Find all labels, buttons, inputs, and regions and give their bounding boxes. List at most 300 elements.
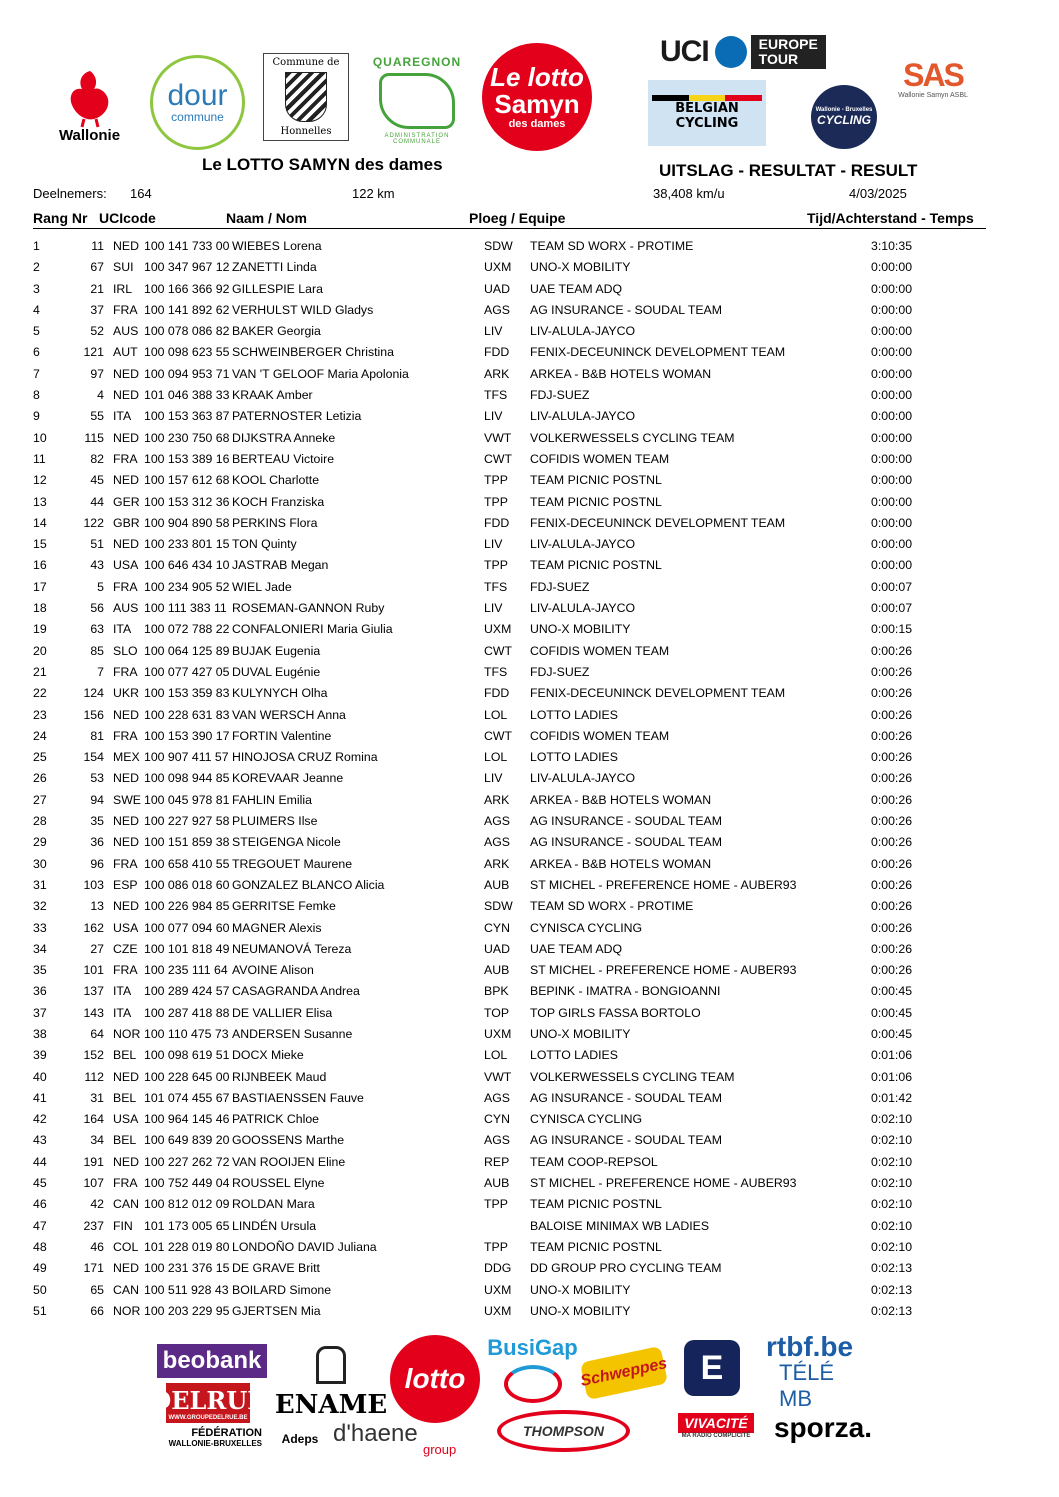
sporza-logo: sporza. (773, 1412, 873, 1443)
team-name-cell: LIV-ALULA-JAYCO (530, 537, 636, 552)
time-cell: 0:02:10 (871, 1133, 913, 1148)
team-name-cell: AG INSURANCE - SOUDAL TEAM (530, 1090, 723, 1105)
team-name-cell: FDJ-SUEZ (530, 664, 590, 679)
table-row (0, 257, 1059, 278)
bib-number-cell: 42 (90, 1197, 104, 1212)
belgian-cycling-line2: CYCLING (675, 116, 739, 131)
rider-name-cell: KOREVAAR Jeanne (232, 771, 344, 786)
bib-number-cell: 56 (90, 601, 104, 616)
team-code-cell: CYN (484, 920, 510, 935)
team-name-cell: LIV-ALULA-JAYCO (530, 771, 636, 786)
team-name-cell: COFIDIS WOMEN TEAM (530, 728, 670, 743)
rider-name-cell: KULYNYCH Olha (232, 686, 328, 701)
uci-code-cell: 100 511 928 43 (144, 1282, 229, 1297)
table-row (0, 1088, 1059, 1109)
team-code-cell: AUB (484, 963, 510, 978)
europe-tour-badge (751, 35, 826, 69)
nationality-cell: NED (113, 707, 139, 722)
lotto-samyn-logo-line2: Samyn (494, 89, 580, 119)
uci-code-cell: 100 646 434 10 (144, 558, 230, 573)
table-row (0, 449, 1059, 470)
rider-name-cell: CASAGRANDA Andrea (232, 984, 360, 999)
rider-name-cell: GERRITSE Femke (232, 899, 336, 914)
abbey-icon (316, 1346, 346, 1384)
uci-code-cell: 100 166 366 92 (144, 281, 230, 296)
uci-europe-tour-logo (660, 33, 853, 71)
nationality-cell: ITA (113, 409, 132, 424)
table-row (0, 300, 1059, 321)
table-row (0, 896, 1059, 917)
time-cell: 0:00:26 (871, 899, 913, 914)
dour-logo-sub: commune (171, 109, 224, 124)
team-code-cell: AGS (484, 1090, 510, 1105)
team-name-cell: FENIX-DECEUNINCK DEVELOPMENT TEAM (530, 686, 786, 701)
schweppes-logo: Schweppes (580, 1346, 668, 1400)
rider-name-cell: VAN 'T GELOOF Maria Apolonia (232, 366, 409, 381)
team-name-cell: AG INSURANCE - SOUDAL TEAM (530, 1133, 723, 1148)
bib-number-cell: 124 (83, 686, 104, 701)
table-row (0, 513, 1059, 534)
rank-cell: 46 (33, 1197, 47, 1212)
column-rank-nr: Rang Nr (33, 210, 88, 226)
rider-name-cell: CONFALONIERI Maria Giulia (232, 622, 393, 637)
rider-name-cell: DE VALLIER Elisa (232, 1005, 333, 1020)
bib-number-cell: 51 (90, 537, 104, 552)
team-code-cell: LOL (484, 707, 508, 722)
table-row (0, 854, 1059, 875)
time-cell: 0:02:10 (871, 1112, 913, 1127)
belgian-cycling-line1: BELGIAN (675, 101, 739, 116)
rank-cell: 24 (33, 728, 47, 743)
rider-name-cell: DE GRAVE Britt (232, 1261, 320, 1276)
team-code-cell: AUB (484, 1176, 510, 1191)
nationality-cell: BEL (113, 1133, 137, 1148)
table-row (0, 1024, 1059, 1045)
lotto-samyn-logo-line3: des dames (508, 118, 566, 130)
rank-cell: 50 (33, 1282, 47, 1297)
team-name-cell: UAE TEAM ADQ (530, 281, 623, 296)
rider-name-cell: PERKINS Flora (232, 515, 318, 530)
time-cell: 0:02:10 (871, 1218, 913, 1233)
team-code-cell: UXM (484, 1282, 512, 1297)
rank-cell: 31 (33, 877, 47, 892)
lotto-logo: lotto (390, 1335, 480, 1423)
rank-cell: 7 (33, 366, 40, 381)
delrue-logo-url: WWW.GROUPEDELRUE.BE (168, 1414, 248, 1421)
team-code-cell: LIV (484, 409, 503, 424)
rank-cell: 9 (33, 409, 40, 424)
team-name-cell: ST MICHEL - PREFERENCE HOME - AUBER93 (530, 1176, 797, 1191)
team-code-cell: CWT (484, 643, 512, 658)
team-name-cell: VOLKERWESSELS CYCLING TEAM (530, 1069, 735, 1084)
team-code-cell: AGS (484, 302, 510, 317)
uci-code-cell: 100 098 944 85 (144, 771, 230, 786)
team-name-cell: FDJ-SUEZ (530, 579, 590, 594)
rider-name-cell: GOOSSENS Marthe (232, 1133, 345, 1148)
table-row (0, 1280, 1059, 1301)
team-name-cell: TEAM SD WORX - PROTIME (530, 899, 694, 914)
column-uci-code: UCIcode (99, 210, 156, 226)
sas-logo (887, 48, 979, 108)
time-cell: 3:10:35 (871, 239, 913, 253)
uci-code-cell: 101 074 455 67 (144, 1090, 230, 1105)
time-cell: 0:00:26 (871, 707, 913, 722)
rank-cell: 27 (33, 792, 47, 807)
team-code-cell: AGS (484, 814, 510, 829)
rank-cell: 39 (33, 1048, 47, 1063)
time-cell: 0:00:26 (871, 643, 913, 658)
uci-code-cell: 100 230 750 68 (144, 430, 230, 445)
bib-number-cell: 63 (90, 622, 104, 637)
results-table-body (0, 236, 1059, 1322)
wb-cycling-logo (811, 85, 877, 149)
bib-number-cell: 67 (90, 260, 104, 275)
time-cell: 0:00:00 (871, 366, 913, 381)
table-row (0, 790, 1059, 811)
belgian-cycling-logo (648, 80, 766, 146)
sas-logo-text: SAS (903, 56, 963, 93)
time-cell: 0:01:06 (871, 1069, 913, 1084)
dhaene-logo-sub: group (423, 1441, 457, 1457)
time-cell: 0:00:00 (871, 473, 913, 488)
time-cell: 0:00:26 (871, 771, 913, 786)
rider-name-cell: FORTIN Valentine (232, 728, 332, 743)
bib-number-cell: 171 (83, 1261, 104, 1276)
rider-name-cell: DUVAL Eugénie (232, 664, 321, 679)
rank-cell: 17 (33, 579, 47, 594)
time-cell: 0:00:00 (871, 388, 913, 403)
bib-number-cell: 21 (90, 281, 104, 296)
nationality-cell: ITA (113, 984, 132, 999)
team-code-cell: CWT (484, 451, 512, 466)
uci-code-cell: 100 203 229 95 (144, 1303, 230, 1318)
time-cell: 0:00:26 (871, 941, 913, 956)
table-row (0, 747, 1059, 768)
nationality-cell: GER (113, 494, 140, 509)
rank-cell: 49 (33, 1261, 47, 1276)
rider-name-cell: VAN ROOIJEN Eline (232, 1154, 346, 1169)
rider-name-cell: PLUIMERS Ilse (232, 814, 318, 829)
uci-code-cell: 100 045 978 81 (144, 792, 230, 807)
nationality-cell: COL (113, 1239, 139, 1254)
table-row (0, 1109, 1059, 1130)
time-cell: 0:00:00 (871, 430, 913, 445)
race-distance: 122 km (352, 186, 395, 201)
table-row (0, 1152, 1059, 1173)
race-date: 4/03/2025 (849, 186, 907, 201)
time-cell: 0:00:00 (871, 494, 913, 509)
rank-cell: 30 (33, 856, 47, 871)
nationality-cell: CAN (113, 1282, 139, 1297)
time-cell: 0:00:26 (871, 814, 913, 829)
nationality-cell: ESP (113, 877, 138, 892)
rider-name-cell: RIJNBEEK Maud (232, 1069, 327, 1084)
uci-code-cell: 100 101 818 49 (144, 941, 230, 956)
rank-cell: 35 (33, 963, 47, 978)
team-code-cell: UAD (484, 941, 510, 956)
uci-logo-text: UCI (660, 35, 709, 68)
rank-cell: 32 (33, 899, 47, 914)
rider-name-cell: ANDERSEN Susanne (232, 1026, 353, 1041)
rider-name-cell: KRAAK Amber (232, 388, 313, 403)
team-name-cell: FDJ-SUEZ (530, 388, 590, 403)
vivacite-logo-sub: MA RADIO COMPLICITÉ (681, 1433, 751, 1439)
nationality-cell: FRA (113, 579, 138, 594)
uci-code-cell: 101 228 019 80 (144, 1239, 230, 1254)
uci-code-cell: 100 077 427 05 (144, 664, 230, 679)
time-cell: 0:00:26 (871, 877, 913, 892)
team-name-cell: AG INSURANCE - SOUDAL TEAM (530, 814, 723, 829)
bib-number-cell: 46 (90, 1239, 104, 1254)
column-team: Ploeg / Equipe (469, 210, 566, 226)
vivacite-logo-text: VIVACITÉ (678, 1413, 754, 1433)
uci-code-cell: 100 658 410 55 (144, 856, 230, 871)
rank-cell: 45 (33, 1176, 47, 1191)
team-name-cell: COFIDIS WOMEN TEAM (530, 451, 670, 466)
rider-name-cell: BUJAK Eugenia (232, 643, 321, 658)
table-row (0, 406, 1059, 427)
rider-name-cell: ROLDAN Mara (232, 1197, 315, 1212)
table-row (0, 918, 1059, 939)
column-time: Tijd/Achterstand - Temps (807, 210, 974, 226)
time-cell: 0:02:10 (871, 1154, 913, 1169)
honnelles-logo (263, 53, 349, 141)
rank-cell: 21 (33, 664, 47, 679)
team-name-cell: LOTTO LADIES (530, 1048, 618, 1063)
bib-number-cell: 81 (90, 728, 104, 743)
table-row (0, 470, 1059, 491)
bib-number-cell: 137 (83, 984, 104, 999)
table-row (0, 1237, 1059, 1258)
nationality-cell: NED (113, 1261, 139, 1276)
team-name-cell: CYNISCA CYCLING (530, 920, 643, 935)
rider-name-cell: BAKER Georgia (232, 324, 321, 339)
rider-name-cell: PATRICK Chloe (232, 1112, 320, 1127)
team-code-cell: LIV (484, 601, 503, 616)
nationality-cell: FIN (113, 1218, 133, 1233)
team-code-cell: ARK (484, 366, 510, 381)
nationality-cell: NED (113, 537, 139, 552)
nationality-cell: SLO (113, 643, 138, 658)
table-row (0, 960, 1059, 981)
uci-code-cell: 100 064 125 89 (144, 643, 230, 658)
uci-code-cell: 100 141 892 62 (144, 302, 230, 317)
nationality-cell: NED (113, 1154, 139, 1169)
nationality-cell: UKR (113, 686, 139, 701)
globe-icon (715, 36, 747, 68)
time-cell: 0:00:26 (871, 835, 913, 850)
nationality-cell: NOR (113, 1303, 141, 1318)
rank-cell: 5 (33, 324, 40, 339)
rank-cell: 2 (33, 260, 40, 275)
participants-count: 164 (130, 186, 152, 201)
honnelles-logo-top: Commune de (272, 57, 340, 68)
bib-number-cell: 37 (90, 302, 104, 317)
lotto-samyn-logo-line1: Le lotto (490, 62, 584, 92)
time-cell: 0:00:26 (871, 963, 913, 978)
uci-code-cell: 100 153 312 36 (144, 494, 230, 509)
time-cell: 0:02:13 (871, 1282, 913, 1297)
team-code-cell: TFS (484, 579, 508, 594)
nationality-cell: SUI (113, 260, 134, 275)
nationality-cell: NED (113, 430, 139, 445)
uci-code-cell: 100 111 383 11 (144, 601, 227, 616)
team-name-cell: ARKEA - B&B HOTELS WOMAN (530, 792, 712, 807)
time-cell: 0:00:26 (871, 856, 913, 871)
bib-number-cell: 143 (83, 1005, 104, 1020)
bib-number-cell: 107 (83, 1176, 104, 1191)
rider-name-cell: VERHULST WILD Gladys (232, 302, 374, 317)
uci-code-cell: 100 077 094 60 (144, 920, 230, 935)
busigap-logo-text: BusiGap (487, 1335, 578, 1360)
uci-code-cell: 100 907 411 57 (144, 750, 229, 765)
rank-cell: 36 (33, 984, 47, 999)
nationality-cell: FRA (113, 664, 138, 679)
team-code-cell: TPP (484, 473, 508, 488)
time-cell: 0:00:00 (871, 345, 913, 360)
nationality-cell: BEL (113, 1090, 137, 1105)
rider-name-cell: BERTEAU Victoire (232, 451, 335, 466)
rider-name-cell: STEIGENGA Nicole (232, 835, 341, 850)
team-name-cell: TEAM PICNIC POSTNL (530, 1239, 662, 1254)
nationality-cell: AUT (113, 345, 138, 360)
nationality-cell: FRA (113, 302, 138, 317)
dour-logo (150, 55, 245, 150)
team-code-cell: FDD (484, 515, 510, 530)
table-row (0, 1003, 1059, 1024)
rider-name-cell: WIEL Jade (232, 579, 292, 594)
team-name-cell: TEAM PICNIC POSTNL (530, 1197, 662, 1212)
team-code-cell: LIV (484, 324, 503, 339)
team-code-cell: ARK (484, 792, 510, 807)
rank-cell: 18 (33, 601, 47, 616)
team-code-cell: TOP (484, 1005, 510, 1020)
bib-number-cell: 115 (84, 430, 104, 445)
team-code-cell: FDD (484, 686, 510, 701)
bib-number-cell: 164 (83, 1112, 104, 1127)
table-row (0, 364, 1059, 385)
team-code-cell: UXM (484, 1303, 512, 1318)
honnelles-logo-bottom: Honnelles (280, 126, 332, 137)
uci-code-cell: 100 153 359 83 (144, 686, 230, 701)
table-row (0, 619, 1059, 640)
rank-cell: 51 (33, 1303, 47, 1318)
table-row (0, 534, 1059, 555)
team-code-cell: CYN (484, 1112, 510, 1127)
quaregnon-logo (372, 55, 462, 145)
time-cell: 0:00:15 (871, 622, 913, 637)
quaregnon-logo-sub: ADMINISTRATION COMMUNALE (384, 133, 450, 145)
uci-code-cell: 100 227 927 58 (144, 814, 230, 829)
team-code-cell: VWT (484, 1069, 512, 1084)
table-row (0, 555, 1059, 576)
bib-number-cell: 52 (90, 324, 104, 339)
bib-number-cell: 162 (83, 920, 104, 935)
team-name-cell: TEAM COOP-REPSOL (530, 1154, 658, 1169)
team-name-cell: LIV-ALULA-JAYCO (530, 324, 636, 339)
uci-code-cell: 100 098 623 55 (144, 345, 230, 360)
bib-number-cell: 191 (83, 1154, 104, 1169)
uci-code-cell: 100 904 890 58 (144, 515, 230, 530)
rider-name-cell: FAHLIN Emilia (232, 792, 312, 807)
bib-number-cell: 156 (83, 707, 104, 722)
nationality-cell: NED (113, 835, 139, 850)
delrue-logo-text: DELRUE (150, 1385, 266, 1415)
time-cell: 0:00:45 (871, 1026, 913, 1041)
uci-code-cell: 100 098 619 51 (144, 1048, 230, 1063)
rider-name-cell: HINOJOSA CRUZ Romina (232, 750, 378, 765)
uci-code-cell: 100 347 967 12 (144, 260, 230, 275)
rider-name-cell: AVOINE Alison (232, 963, 314, 978)
table-row (0, 1216, 1059, 1237)
rider-name-cell: SCHWEINBERGER Christina (232, 345, 394, 360)
uci-code-cell: 100 752 449 04 (144, 1176, 230, 1191)
nationality-cell: NED (113, 366, 139, 381)
nationality-cell: CAN (113, 1197, 139, 1212)
wb-cycling-line1: Wallonie - Bruxelles (815, 107, 873, 113)
rider-name-cell: ROSEMAN-GANNON Ruby (232, 601, 385, 616)
bib-number-cell: 237 (83, 1218, 104, 1233)
bib-number-cell: 64 (90, 1026, 104, 1041)
nationality-cell: NED (113, 771, 139, 786)
team-name-cell: LIV-ALULA-JAYCO (530, 409, 636, 424)
team-code-cell: DDG (484, 1261, 512, 1276)
rank-cell: 33 (33, 920, 47, 935)
rider-name-cell: PATERNOSTER Letizia (232, 409, 362, 424)
nationality-cell: GBR (113, 515, 140, 530)
federation-logo-line1: FÉDÉRATION (191, 1426, 262, 1439)
rank-cell: 25 (33, 750, 47, 765)
table-row (0, 939, 1059, 960)
time-cell: 0:00:45 (871, 984, 913, 999)
team-name-cell: CYNISCA CYCLING (530, 1112, 643, 1127)
rank-cell: 13 (33, 494, 47, 509)
participants-label: Deelnemers: (33, 186, 107, 201)
nationality-cell: BEL (113, 1048, 137, 1063)
table-row (0, 236, 1059, 257)
bib-number-cell: 36 (90, 835, 104, 850)
time-cell: 0:02:10 (871, 1197, 913, 1212)
federation-wallonie-bruxelles-logo (137, 1422, 262, 1452)
bib-number-cell: 66 (90, 1303, 104, 1318)
table-row (0, 662, 1059, 683)
team-code-cell: FDD (484, 345, 510, 360)
rider-name-cell: JASTRAB Megan (232, 558, 329, 573)
team-code-cell: TPP (484, 1197, 508, 1212)
rank-cell: 43 (33, 1133, 47, 1148)
team-code-cell: CWT (484, 728, 512, 743)
team-code-cell: TFS (484, 388, 508, 403)
table-row (0, 385, 1059, 406)
rank-cell: 28 (33, 814, 47, 829)
team-name-cell: ST MICHEL - PREFERENCE HOME - AUBER93 (530, 963, 797, 978)
uci-code-cell: 100 110 475 73 (144, 1026, 229, 1041)
team-code-cell: TPP (484, 494, 508, 509)
bib-number-cell: 97 (90, 366, 104, 381)
bib-number-cell: 152 (83, 1048, 104, 1063)
bib-number-cell: 5 (97, 579, 104, 594)
table-row (0, 705, 1059, 726)
time-cell: 0:00:26 (871, 920, 913, 935)
rank-cell: 34 (33, 941, 47, 956)
time-cell: 0:02:10 (871, 1239, 913, 1254)
table-row (0, 1194, 1059, 1215)
busigap-swoosh-icon (504, 1365, 562, 1403)
table-row (0, 1301, 1059, 1322)
europe-tour-line1: EUROPE (758, 36, 818, 52)
bib-number-cell: 35 (90, 814, 104, 829)
team-name-cell: BEPINK - IMATRA - BONGIOANNI (530, 984, 721, 999)
